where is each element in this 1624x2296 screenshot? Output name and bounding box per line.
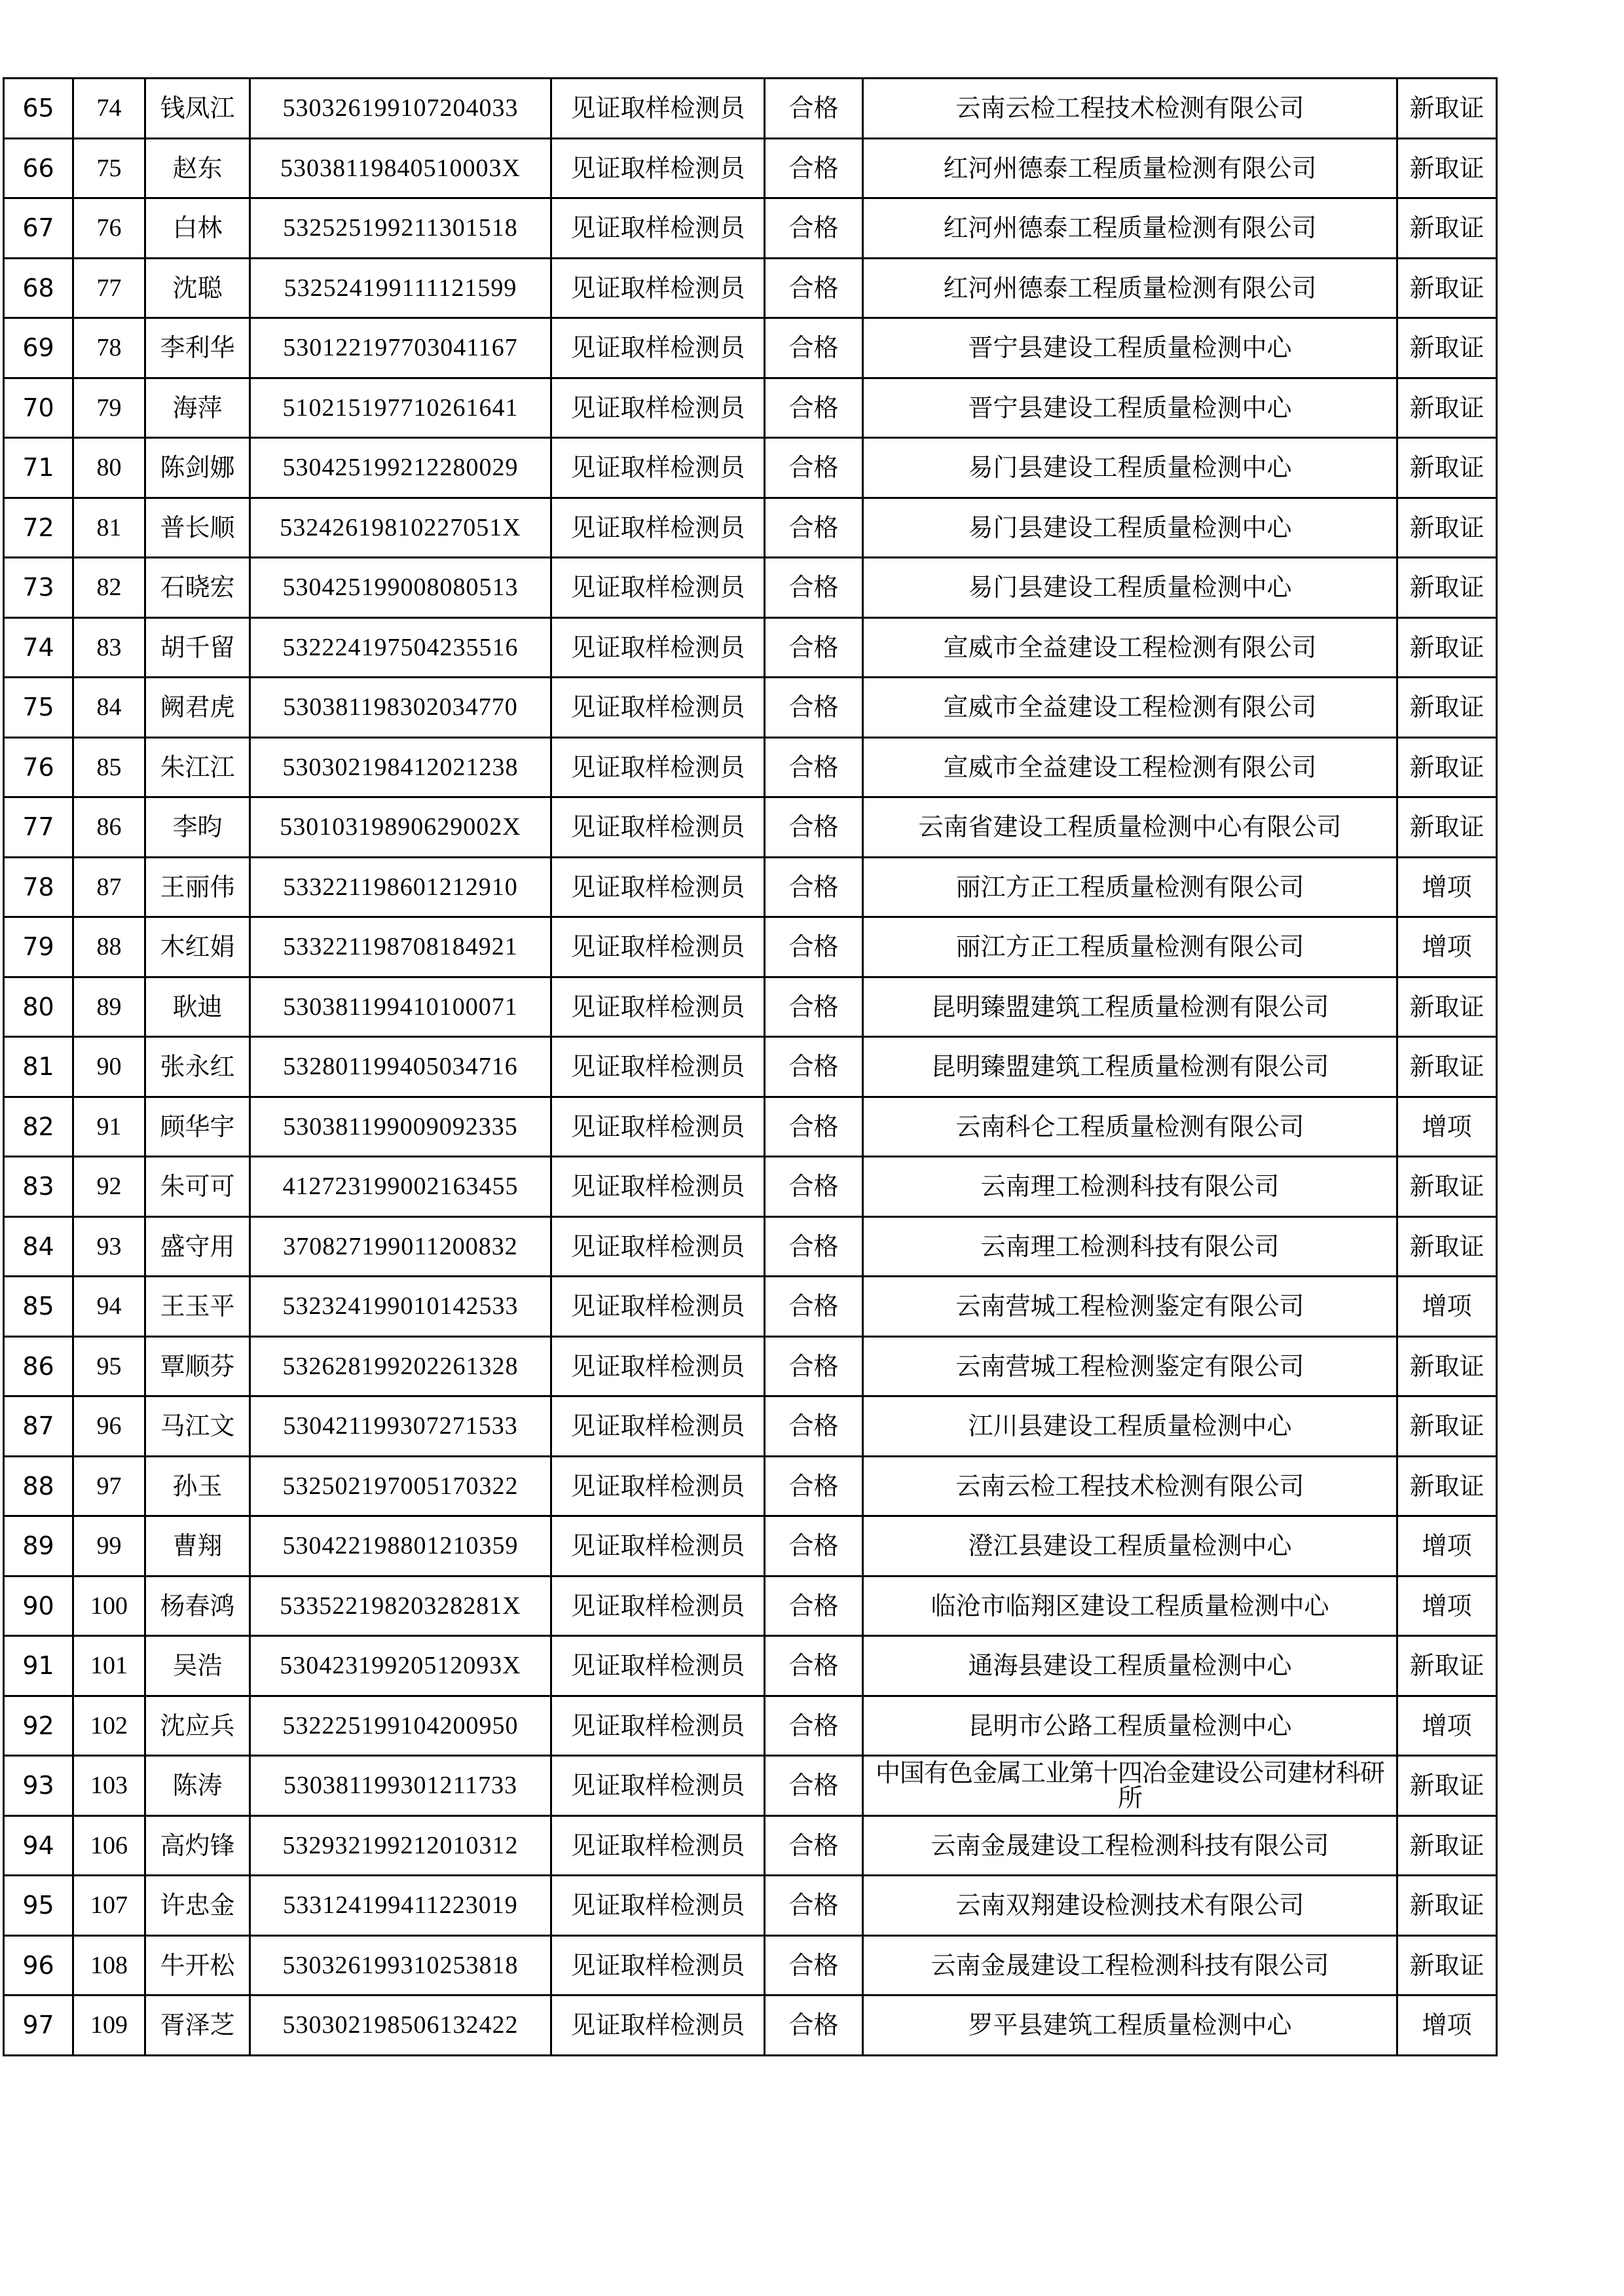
position-cell: 见证取样检测员 [551, 1097, 765, 1157]
position-cell: 见证取样检测员 [551, 1336, 765, 1396]
serial-number-cell: 94 [4, 1815, 73, 1876]
exam-number-cell: 108 [73, 1935, 145, 1995]
organization-cell: 云南营城工程检测鉴定有限公司 [863, 1336, 1397, 1396]
person-name-cell: 张永红 [145, 1037, 250, 1097]
organization-cell: 罗平县建筑工程质量检测中心 [863, 1995, 1397, 2056]
exam-number-cell: 103 [73, 1756, 145, 1816]
result-cell: 合格 [765, 1636, 863, 1696]
position-cell: 见证取样检测员 [551, 558, 765, 618]
position-cell: 见证取样检测员 [551, 1516, 765, 1576]
organization-cell: 云南金晟建设工程检测科技有限公司 [863, 1815, 1397, 1876]
id-number-cell: 530381199009092335 [250, 1097, 551, 1157]
person-name-cell: 朱可可 [145, 1157, 250, 1217]
result-cell: 合格 [765, 198, 863, 259]
person-name-cell: 吴浩 [145, 1636, 250, 1696]
position-cell: 见证取样检测员 [551, 1815, 765, 1876]
result-cell: 合格 [765, 378, 863, 438]
id-number-cell: 530381199301211733 [250, 1756, 551, 1816]
certificate-type-cell: 新取证 [1397, 258, 1497, 318]
serial-number-cell: 67 [4, 198, 73, 259]
certificate-type-cell: 新取证 [1397, 1157, 1497, 1217]
id-number-cell: 532628199202261328 [250, 1336, 551, 1396]
table-row [4, 1815, 1497, 1876]
serial-number-cell: 86 [4, 1336, 73, 1396]
result-cell: 合格 [765, 1516, 863, 1576]
id-number-cell: 532801199405034716 [250, 1037, 551, 1097]
exam-number-cell: 92 [73, 1157, 145, 1217]
position-cell: 见证取样检测员 [551, 1696, 765, 1756]
result-cell: 合格 [765, 1756, 863, 1816]
id-number-cell: 530326199310253818 [250, 1935, 551, 1995]
result-cell: 合格 [765, 498, 863, 558]
exam-number-cell: 90 [73, 1037, 145, 1097]
person-name-cell: 沈应兵 [145, 1696, 250, 1756]
person-name-cell: 赵东 [145, 138, 250, 198]
result-cell: 合格 [765, 1216, 863, 1277]
organization-cell: 临沧市临翔区建设工程质量检测中心 [863, 1576, 1397, 1636]
serial-number-cell: 66 [4, 138, 73, 198]
serial-number-cell: 80 [4, 977, 73, 1037]
id-number-cell: 530302198506132422 [250, 1995, 551, 2056]
position-cell: 见证取样检测员 [551, 797, 765, 858]
organization-cell: 宣威市全益建设工程检测有限公司 [863, 737, 1397, 797]
person-name-cell: 石晓宏 [145, 558, 250, 618]
organization-cell: 宣威市全益建设工程检测有限公司 [863, 617, 1397, 678]
serial-number-cell: 89 [4, 1516, 73, 1576]
result-cell: 合格 [765, 1935, 863, 1995]
person-name-cell: 胥泽芝 [145, 1995, 250, 2056]
exam-number-cell: 101 [73, 1636, 145, 1696]
certificate-type-cell: 增项 [1397, 1097, 1497, 1157]
exam-number-cell: 93 [73, 1216, 145, 1277]
result-cell: 合格 [765, 1995, 863, 2056]
certificate-type-cell: 新取证 [1397, 1037, 1497, 1097]
organization-cell: 云南理工检测科技有限公司 [863, 1157, 1397, 1217]
id-number-cell: 533124199411223019 [250, 1876, 551, 1936]
organization-cell: 中国有色金属工业第十四冶金建设公司建材科研所 [863, 1756, 1397, 1816]
position-cell: 见证取样检测员 [551, 917, 765, 977]
exam-number-cell: 109 [73, 1995, 145, 2056]
serial-number-cell: 68 [4, 258, 73, 318]
exam-number-cell: 85 [73, 737, 145, 797]
id-number-cell: 510215197710261641 [250, 378, 551, 438]
exam-number-cell: 95 [73, 1336, 145, 1396]
exam-number-cell: 91 [73, 1097, 145, 1157]
certificate-type-cell: 新取证 [1397, 558, 1497, 618]
position-cell: 见证取样检测员 [551, 378, 765, 438]
serial-number-cell: 90 [4, 1576, 73, 1636]
organization-cell: 云南营城工程检测鉴定有限公司 [863, 1277, 1397, 1337]
result-cell: 合格 [765, 1157, 863, 1217]
certificate-type-cell: 新取证 [1397, 797, 1497, 858]
result-cell: 合格 [765, 1876, 863, 1936]
serial-number-cell: 97 [4, 1995, 73, 2056]
organization-cell: 易门县建设工程质量检测中心 [863, 438, 1397, 498]
table-row [4, 617, 1497, 678]
position-cell: 见证取样检测员 [551, 438, 765, 498]
serial-number-cell: 73 [4, 558, 73, 618]
table-row [4, 857, 1497, 917]
exam-number-cell: 94 [73, 1277, 145, 1337]
person-name-cell: 钱凤江 [145, 79, 250, 139]
position-cell: 见证取样检测员 [551, 1876, 765, 1936]
table-row [4, 378, 1497, 438]
position-cell: 见证取样检测员 [551, 498, 765, 558]
result-cell: 合格 [765, 1037, 863, 1097]
certificate-type-cell: 新取证 [1397, 1756, 1497, 1816]
organization-cell: 云南云检工程技术检测有限公司 [863, 79, 1397, 139]
exam-number-cell: 102 [73, 1696, 145, 1756]
serial-number-cell: 75 [4, 678, 73, 738]
exam-number-cell: 75 [73, 138, 145, 198]
result-cell: 合格 [765, 1815, 863, 1876]
organization-cell: 云南云检工程技术检测有限公司 [863, 1456, 1397, 1516]
id-number-cell: 530326199107204033 [250, 79, 551, 139]
certificate-type-cell: 新取证 [1397, 378, 1497, 438]
certificate-type-cell: 新取证 [1397, 1396, 1497, 1457]
result-cell: 合格 [765, 737, 863, 797]
table-row [4, 797, 1497, 858]
exam-number-cell: 74 [73, 79, 145, 139]
id-number-cell: 532324199010142533 [250, 1277, 551, 1337]
result-cell: 合格 [765, 1336, 863, 1396]
certificate-type-cell: 新取证 [1397, 1636, 1497, 1696]
table-row [4, 1995, 1497, 2056]
id-number-cell: 53352219820328281X [250, 1576, 551, 1636]
organization-cell: 晋宁县建设工程质量检测中心 [863, 318, 1397, 378]
position-cell: 见证取样检测员 [551, 857, 765, 917]
certificate-type-cell: 新取证 [1397, 1815, 1497, 1876]
position-cell: 见证取样检测员 [551, 1157, 765, 1217]
serial-number-cell: 91 [4, 1636, 73, 1696]
table-row [4, 1636, 1497, 1696]
organization-cell: 红河州德泰工程质量检测有限公司 [863, 138, 1397, 198]
position-cell: 见证取样检测员 [551, 678, 765, 738]
exam-number-cell: 89 [73, 977, 145, 1037]
position-cell: 见证取样检测员 [551, 138, 765, 198]
position-cell: 见证取样检测员 [551, 1456, 765, 1516]
result-cell: 合格 [765, 917, 863, 977]
organization-cell: 宣威市全益建设工程检测有限公司 [863, 678, 1397, 738]
position-cell: 见证取样检测员 [551, 977, 765, 1037]
serial-number-cell: 92 [4, 1696, 73, 1756]
table-row [4, 977, 1497, 1037]
certificate-type-cell: 新取证 [1397, 1336, 1497, 1396]
person-name-cell: 高灼锋 [145, 1815, 250, 1876]
serial-number-cell: 71 [4, 438, 73, 498]
id-number-cell: 53042319920512093X [250, 1636, 551, 1696]
id-number-cell: 530122197703041167 [250, 318, 551, 378]
exam-number-cell: 83 [73, 617, 145, 678]
id-number-cell: 53242619810227051X [250, 498, 551, 558]
result-cell: 合格 [765, 857, 863, 917]
organization-cell: 云南科仑工程质量检测有限公司 [863, 1097, 1397, 1157]
certificate-type-cell: 新取证 [1397, 138, 1497, 198]
result-cell: 合格 [765, 977, 863, 1037]
id-number-cell: 53038119840510003X [250, 138, 551, 198]
result-cell: 合格 [765, 258, 863, 318]
exam-number-cell: 97 [73, 1456, 145, 1516]
position-cell: 见证取样检测员 [551, 198, 765, 259]
position-cell: 见证取样检测员 [551, 1576, 765, 1636]
position-cell: 见证取样检测员 [551, 1636, 765, 1696]
certificate-type-cell: 新取证 [1397, 318, 1497, 378]
id-number-cell: 530421199307271533 [250, 1396, 551, 1457]
result-cell: 合格 [765, 1456, 863, 1516]
exam-number-cell: 107 [73, 1876, 145, 1936]
exam-number-cell: 80 [73, 438, 145, 498]
table-row [4, 1037, 1497, 1097]
serial-number-cell: 85 [4, 1277, 73, 1337]
position-cell: 见证取样检测员 [551, 1277, 765, 1337]
certificate-type-cell: 增项 [1397, 917, 1497, 977]
position-cell: 见证取样检测员 [551, 1216, 765, 1277]
serial-number-cell: 72 [4, 498, 73, 558]
serial-number-cell: 95 [4, 1876, 73, 1936]
position-cell: 见证取样检测员 [551, 1935, 765, 1995]
person-name-cell: 沈聪 [145, 258, 250, 318]
exam-number-cell: 106 [73, 1815, 145, 1876]
certificate-type-cell: 新取证 [1397, 1935, 1497, 1995]
person-name-cell: 胡千留 [145, 617, 250, 678]
organization-cell: 红河州德泰工程质量检测有限公司 [863, 258, 1397, 318]
person-name-cell: 顾华宇 [145, 1097, 250, 1157]
exam-number-cell: 86 [73, 797, 145, 858]
position-cell: 见证取样检测员 [551, 737, 765, 797]
person-name-cell: 李昀 [145, 797, 250, 858]
id-number-cell: 532225199104200950 [250, 1696, 551, 1756]
exam-number-cell: 82 [73, 558, 145, 618]
organization-cell: 易门县建设工程质量检测中心 [863, 498, 1397, 558]
position-cell: 见证取样检测员 [551, 1396, 765, 1457]
table-row [4, 1516, 1497, 1576]
person-name-cell: 木红娟 [145, 917, 250, 977]
organization-cell: 江川县建设工程质量检测中心 [863, 1396, 1397, 1457]
person-name-cell: 王玉平 [145, 1277, 250, 1337]
id-number-cell: 530422198801210359 [250, 1516, 551, 1576]
person-name-cell: 陈剑娜 [145, 438, 250, 498]
table-row [4, 737, 1497, 797]
table-row [4, 138, 1497, 198]
person-name-cell: 马江文 [145, 1396, 250, 1457]
serial-number-cell: 93 [4, 1756, 73, 1816]
certificate-type-cell: 新取证 [1397, 1876, 1497, 1936]
certificate-type-cell: 增项 [1397, 1516, 1497, 1576]
exam-number-cell: 76 [73, 198, 145, 259]
organization-cell: 丽江方正工程质量检测有限公司 [863, 857, 1397, 917]
certificate-type-cell: 增项 [1397, 857, 1497, 917]
person-name-cell: 海萍 [145, 378, 250, 438]
position-cell: 见证取样检测员 [551, 79, 765, 139]
table-row [4, 1876, 1497, 1936]
table-row [4, 917, 1497, 977]
certificate-type-cell: 新取证 [1397, 737, 1497, 797]
result-cell: 合格 [765, 1277, 863, 1337]
id-number-cell: 412723199002163455 [250, 1157, 551, 1217]
id-number-cell: 530381199410100071 [250, 977, 551, 1037]
id-number-cell: 530425199212280029 [250, 438, 551, 498]
table-row [4, 198, 1497, 259]
serial-number-cell: 81 [4, 1037, 73, 1097]
organization-cell: 红河州德泰工程质量检测有限公司 [863, 198, 1397, 259]
person-name-cell: 朱江江 [145, 737, 250, 797]
certificate-type-cell: 新取证 [1397, 617, 1497, 678]
table-row [4, 1097, 1497, 1157]
person-name-cell: 牛开松 [145, 1935, 250, 1995]
organization-cell: 昆明臻盟建筑工程质量检测有限公司 [863, 977, 1397, 1037]
serial-number-cell: 79 [4, 917, 73, 977]
organization-cell: 丽江方正工程质量检测有限公司 [863, 917, 1397, 977]
serial-number-cell: 69 [4, 318, 73, 378]
serial-number-cell: 96 [4, 1935, 73, 1995]
serial-number-cell: 76 [4, 737, 73, 797]
result-cell: 合格 [765, 1696, 863, 1756]
organization-cell: 通海县建设工程质量检测中心 [863, 1636, 1397, 1696]
person-name-cell: 盛守用 [145, 1216, 250, 1277]
person-name-cell: 普长顺 [145, 498, 250, 558]
table-row [4, 498, 1497, 558]
person-name-cell: 耿迪 [145, 977, 250, 1037]
id-number-cell: 530302198412021238 [250, 737, 551, 797]
person-name-cell: 孙玉 [145, 1456, 250, 1516]
position-cell: 见证取样检测员 [551, 617, 765, 678]
id-number-cell: 532932199212010312 [250, 1815, 551, 1876]
exam-number-cell: 99 [73, 1516, 145, 1576]
serial-number-cell: 88 [4, 1456, 73, 1516]
result-cell: 合格 [765, 617, 863, 678]
serial-number-cell: 70 [4, 378, 73, 438]
organization-cell: 云南省建设工程质量检测中心有限公司 [863, 797, 1397, 858]
position-cell: 见证取样检测员 [551, 1037, 765, 1097]
result-cell: 合格 [765, 1097, 863, 1157]
organization-cell: 云南双翔建设检测技术有限公司 [863, 1876, 1397, 1936]
certificate-type-cell: 增项 [1397, 1995, 1497, 2056]
table-row [4, 79, 1497, 139]
organization-cell: 晋宁县建设工程质量检测中心 [863, 378, 1397, 438]
person-name-cell: 杨春鸿 [145, 1576, 250, 1636]
table-row [4, 318, 1497, 378]
id-number-cell: 532502197005170322 [250, 1456, 551, 1516]
result-cell: 合格 [765, 1576, 863, 1636]
id-number-cell: 370827199011200832 [250, 1216, 551, 1277]
table-row [4, 1456, 1497, 1516]
certificate-type-cell: 新取证 [1397, 1216, 1497, 1277]
id-number-cell: 530381198302034770 [250, 678, 551, 738]
position-cell: 见证取样检测员 [551, 318, 765, 378]
table-row [4, 438, 1497, 498]
certificate-type-cell: 增项 [1397, 1277, 1497, 1337]
table-row [4, 1396, 1497, 1457]
certificate-type-cell: 新取证 [1397, 438, 1497, 498]
id-number-cell: 530425199008080513 [250, 558, 551, 618]
certificate-type-cell: 新取证 [1397, 1456, 1497, 1516]
id-number-cell: 532224197504235516 [250, 617, 551, 678]
id-number-cell: 532524199111121599 [250, 258, 551, 318]
table-row [4, 558, 1497, 618]
id-number-cell: 533221198601212910 [250, 857, 551, 917]
organization-cell: 昆明臻盟建筑工程质量检测有限公司 [863, 1037, 1397, 1097]
organization-cell: 昆明市公路工程质量检测中心 [863, 1696, 1397, 1756]
table-row [4, 1216, 1497, 1277]
person-name-cell: 白林 [145, 198, 250, 259]
exam-number-cell: 78 [73, 318, 145, 378]
person-name-cell: 许忠金 [145, 1876, 250, 1936]
certificate-type-cell: 新取证 [1397, 977, 1497, 1037]
table-row [4, 1157, 1497, 1217]
result-cell: 合格 [765, 438, 863, 498]
serial-number-cell: 83 [4, 1157, 73, 1217]
certificate-type-cell: 增项 [1397, 1576, 1497, 1636]
table-row [4, 1277, 1497, 1337]
exam-number-cell: 88 [73, 917, 145, 977]
person-name-cell: 覃顺芬 [145, 1336, 250, 1396]
certificate-type-cell: 新取证 [1397, 198, 1497, 259]
organization-cell: 易门县建设工程质量检测中心 [863, 558, 1397, 618]
exam-number-cell: 84 [73, 678, 145, 738]
organization-cell: 澄江县建设工程质量检测中心 [863, 1516, 1397, 1576]
serial-number-cell: 82 [4, 1097, 73, 1157]
exam-number-cell: 100 [73, 1576, 145, 1636]
serial-number-cell: 74 [4, 617, 73, 678]
result-cell: 合格 [765, 318, 863, 378]
organization-cell: 云南金晟建设工程检测科技有限公司 [863, 1935, 1397, 1995]
id-number-cell: 532525199211301518 [250, 198, 551, 259]
certificate-type-cell: 新取证 [1397, 678, 1497, 738]
result-cell: 合格 [765, 558, 863, 618]
serial-number-cell: 84 [4, 1216, 73, 1277]
table-row [4, 1336, 1497, 1396]
exam-number-cell: 87 [73, 857, 145, 917]
certificate-type-cell: 新取证 [1397, 498, 1497, 558]
table-row [4, 1756, 1497, 1816]
table-row [4, 678, 1497, 738]
exam-number-cell: 81 [73, 498, 145, 558]
result-cell: 合格 [765, 79, 863, 139]
table-body [4, 79, 1497, 2056]
serial-number-cell: 65 [4, 79, 73, 139]
table-row [4, 1696, 1497, 1756]
id-number-cell: 53010319890629002X [250, 797, 551, 858]
exam-number-cell: 79 [73, 378, 145, 438]
serial-number-cell: 77 [4, 797, 73, 858]
position-cell: 见证取样检测员 [551, 1995, 765, 2056]
exam-number-cell: 96 [73, 1396, 145, 1457]
position-cell: 见证取样检测员 [551, 258, 765, 318]
serial-number-cell: 87 [4, 1396, 73, 1457]
result-cell: 合格 [765, 678, 863, 738]
position-cell: 见证取样检测员 [551, 1756, 765, 1816]
person-name-cell: 李利华 [145, 318, 250, 378]
person-name-cell: 曹翔 [145, 1516, 250, 1576]
person-name-cell: 王丽伟 [145, 857, 250, 917]
certificate-type-cell: 增项 [1397, 1696, 1497, 1756]
certificate-type-cell: 新取证 [1397, 79, 1497, 139]
id-number-cell: 533221198708184921 [250, 917, 551, 977]
result-cell: 合格 [765, 797, 863, 858]
exam-number-cell: 77 [73, 258, 145, 318]
person-name-cell: 陈涛 [145, 1756, 250, 1816]
personnel-table [3, 77, 1498, 2056]
serial-number-cell: 78 [4, 857, 73, 917]
person-name-cell: 阙君虎 [145, 678, 250, 738]
result-cell: 合格 [765, 138, 863, 198]
table-row [4, 1576, 1497, 1636]
organization-cell: 云南理工检测科技有限公司 [863, 1216, 1397, 1277]
result-cell: 合格 [765, 1396, 863, 1457]
table-row [4, 258, 1497, 318]
table-row [4, 1935, 1497, 1995]
